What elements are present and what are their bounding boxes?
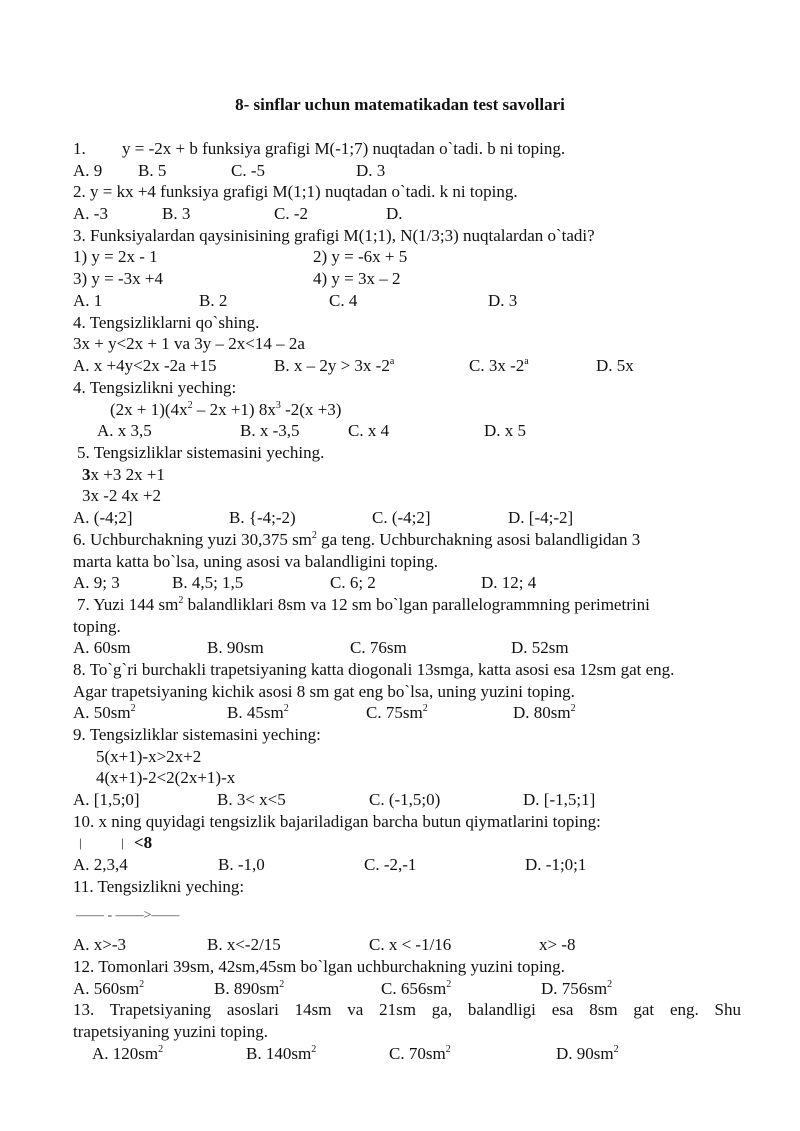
q9-option-c: C. (-1,5;0)	[369, 790, 441, 809]
q13-text-line1: 13. Trapetsiyaning asoslari 14sm va 21sm ga, balandligi esa 8sm gat eng. Shu	[73, 1000, 741, 1019]
q8-option-b	[227, 703, 289, 723]
q8-option-a-text: A. 50sm	[73, 703, 131, 722]
q5-option-c: C. (-4;2]	[372, 508, 431, 527]
q8-option-a	[73, 703, 136, 723]
q4a-option-d: D. 5x	[596, 356, 634, 375]
q10-option-d: D. -1;0;1	[525, 855, 587, 874]
q4b-expr-sup2: 2	[187, 400, 193, 411]
q3-option-d: D. 3	[488, 291, 518, 310]
q6-text-line2: marta katta bo`lsa, uning asosi va balandligini toping.	[73, 552, 438, 571]
q4a-expression: 3x + y<2x + 1 va 3y – 2x<14 – 2a	[73, 334, 305, 353]
q8-text-line2: Agar trapetsiyaning kichik asosi 8 sm gat eng bo`lsa, uning yuzini toping.	[73, 682, 575, 701]
q13-option-c-sup: 2	[445, 1044, 451, 1055]
q7-option-d: D. 52sm	[511, 638, 569, 657]
q10-option-c: C. -2,-1	[364, 855, 417, 874]
q1-option-d: D. 3	[356, 161, 386, 180]
q3-option-c: C. 4	[329, 291, 358, 310]
q5-option-d: D. [-4;-2]	[508, 508, 574, 527]
q4a-option-c-text: C. 3x -2	[469, 356, 525, 375]
q4b-option-b: B. x -3,5	[240, 421, 300, 440]
q8-option-c-text: C. 75sm	[366, 703, 423, 722]
q8-option-d-sup: 2	[570, 703, 576, 714]
q11-option-b: B. x<-2/15	[207, 935, 281, 954]
q3-item-1: 1) y = 2x - 1	[73, 247, 158, 266]
q7-option-a: A. 60sm	[73, 638, 131, 657]
q6-text-part2: ga teng. Uchburchakning asosi balandligidan 3	[316, 530, 641, 549]
q7-option-c: C. 76sm	[350, 638, 407, 657]
q11-option-d: x> -8	[539, 935, 576, 954]
q8-option-c-sup: 2	[422, 703, 428, 714]
q9-option-d: D. [-1,5;1]	[523, 790, 596, 809]
q13-option-b-text: B. 140sm	[246, 1044, 312, 1063]
q13-option-d	[556, 1044, 619, 1064]
q12-option-b-sup: 2	[279, 979, 285, 990]
q11-expression: —— - ——>——	[76, 908, 180, 923]
q13-option-a-text: A. 120sm	[92, 1044, 159, 1063]
q3-item-2: 2) y = -6x + 5	[313, 247, 408, 266]
q4b-expr-sup3: 3	[275, 400, 281, 411]
q4b-expr-part2: – 2x +1) 8x	[192, 400, 276, 419]
q9-option-a: A. [1,5;0]	[73, 790, 140, 809]
q4a-option-a: A. x +4y<2x -2a +15	[73, 356, 217, 375]
q12-option-c	[381, 979, 451, 999]
q4a-option-b-text: B. x – 2y > 3x -2	[274, 356, 390, 375]
q9-text: 9. Tengsizliklar sistemasini yeching:	[73, 725, 321, 744]
q13-option-d-sup: 2	[613, 1044, 619, 1055]
q5-option-a: A. (-4;2]	[73, 508, 133, 527]
q13-option-a	[92, 1044, 163, 1064]
q9-system-line1: 5(x+1)-x>2x+2	[96, 747, 202, 766]
q6-option-d: D. 12; 4	[481, 573, 537, 592]
q1-option-c: C. -5	[231, 161, 265, 180]
q5-system-line2: 3x -2 4x +2	[82, 486, 161, 505]
q6-text-part1: 6. Uchburchakning yuzi 30,375 sm	[73, 530, 312, 549]
q11-option-c: C. x < -1/16	[369, 935, 452, 954]
q7-option-b: B. 90sm	[207, 638, 264, 657]
q7-text-part2: balandliklari 8sm va 12 sm bo`lgan parallelogrammning perimetrini	[183, 595, 650, 614]
q7-text-line2: toping.	[73, 617, 121, 636]
q9-system-line2: 4(x+1)-2<2(2x+1)-x	[96, 768, 236, 787]
q7-text-line1	[77, 595, 650, 615]
q1-option-b: B. 5	[138, 161, 167, 180]
q4b-option-c: C. x 4	[348, 421, 390, 440]
q12-text: 12. Tomonlari 39sm, 42sm,45sm bo`lgan uchburchakning yuzini toping.	[73, 957, 565, 976]
q6-text-sup: 2	[311, 530, 317, 541]
q8-option-b-sup: 2	[283, 703, 289, 714]
q13-option-a-sup: 2	[158, 1044, 164, 1055]
q10-text: 10. x ning quyidagi tengsizlik bajariladigan barcha butun qiymatlarini toping:	[73, 812, 601, 831]
q3-option-b: B. 2	[199, 291, 228, 310]
q6-text-line1	[73, 530, 640, 550]
q4b-option-d: D. x 5	[484, 421, 527, 440]
q1-text: y = -2x + b funksiya grafigi M(-1;7) nuqtadan o`tadi. b ni toping.	[122, 139, 566, 158]
q13-text-line2: trapetsiyaning yuzini toping.	[73, 1022, 268, 1041]
q4b-expr-part1: (2x + 1)(4x	[110, 400, 188, 419]
q8-option-b-text: B. 45sm	[227, 703, 284, 722]
q10-option-a: A. 2,3,4	[73, 855, 128, 874]
page-title: 8- sinflar uchun matematikadan test savollari	[235, 95, 565, 114]
q4a-option-c-sup: a	[524, 356, 529, 367]
q1-option-a: A. 9	[73, 161, 103, 180]
q5-option-b: B. {-4;-2)	[229, 508, 296, 527]
q12-option-d-text: D. 756sm	[541, 979, 608, 998]
q13-option-d-text: D. 90sm	[556, 1044, 614, 1063]
q2-option-b: B. 3	[162, 204, 191, 223]
q4a-text: 4. Tengsizliklarni qo`shing.	[73, 313, 260, 332]
q10-option-b: B. -1,0	[218, 855, 265, 874]
q5-line1-rest: x +3 2x +1	[90, 465, 165, 484]
q13-option-c-text: C. 70sm	[389, 1044, 446, 1063]
q8-option-a-sup: 2	[130, 703, 136, 714]
q6-option-a: A. 9; 3	[73, 573, 120, 592]
q2-option-a: A. -3	[73, 204, 108, 223]
q12-option-d-sup: 2	[607, 979, 613, 990]
q3-option-a: A. 1	[73, 291, 103, 310]
q8-option-d-text: D. 80sm	[513, 703, 571, 722]
q10-abs-bar-right: |	[121, 835, 124, 850]
q4b-expression	[110, 400, 341, 420]
q5-system-line1	[82, 465, 165, 485]
q5-line1-lead: 3	[82, 465, 91, 484]
q11-option-a: A. x>-3	[73, 935, 127, 954]
q4b-expr-part3: -2(x +3)	[280, 400, 342, 419]
q10-bound: <8	[134, 833, 153, 852]
q12-option-a-sup: 2	[139, 979, 145, 990]
q4a-option-b	[274, 356, 394, 376]
q13-option-b	[246, 1044, 316, 1064]
q6-option-c: C. 6; 2	[330, 573, 376, 592]
q10-abs-bar-left: |	[79, 835, 82, 850]
q3-item-4: 4) y = 3x – 2	[313, 269, 401, 288]
q11-text: 11. Tengsizlikni yeching:	[73, 877, 245, 896]
q12-option-b	[214, 979, 284, 999]
q12-option-d	[541, 979, 612, 999]
q1-number: 1.	[73, 139, 86, 158]
q3-text: 3. Funksiyalardan qaysinisining grafigi M(1;1), N(1/3;3) nuqtalardan o`tadi?	[73, 226, 595, 245]
q2-option-c: C. -2	[274, 204, 308, 223]
q4b-option-a: A. x 3,5	[97, 421, 152, 440]
q12-option-c-text: C. 656sm	[381, 979, 447, 998]
q4a-option-b-sup: a	[389, 356, 395, 367]
q8-option-d	[513, 703, 576, 723]
q12-option-a-text: A. 560sm	[73, 979, 140, 998]
q7-text-sup: 2	[178, 595, 184, 606]
q12-option-c-sup: 2	[446, 979, 452, 990]
q12-option-a	[73, 979, 144, 999]
q6-option-b: B. 4,5; 1,5	[172, 573, 244, 592]
q4a-option-c	[469, 356, 529, 376]
q8-option-c	[366, 703, 428, 723]
q3-item-3: 3) y = -3x +4	[73, 269, 163, 288]
q8-text-line1: 8. To`g`ri burchakli trapetsiyaning katta diogonali 13smga, katta asosi esa 12sm gat eng.	[73, 660, 675, 679]
q5-text: 5. Tengsizliklar sistemasini yeching.	[77, 443, 325, 462]
q2-text: 2. y = kx +4 funksiya grafigi M(1;1) nuqtadan o`tadi. k ni toping.	[73, 182, 518, 201]
q2-option-d: D.	[386, 204, 403, 223]
q4b-text: 4. Tengsizlikni yeching:	[73, 378, 237, 397]
q13-option-b-sup: 2	[311, 1044, 317, 1055]
q9-option-b: B. 3< x<5	[217, 790, 286, 809]
q7-text-part1: 7. Yuzi 144 sm	[77, 595, 179, 614]
q13-option-c	[389, 1044, 451, 1064]
q12-option-b-text: B. 890sm	[214, 979, 280, 998]
